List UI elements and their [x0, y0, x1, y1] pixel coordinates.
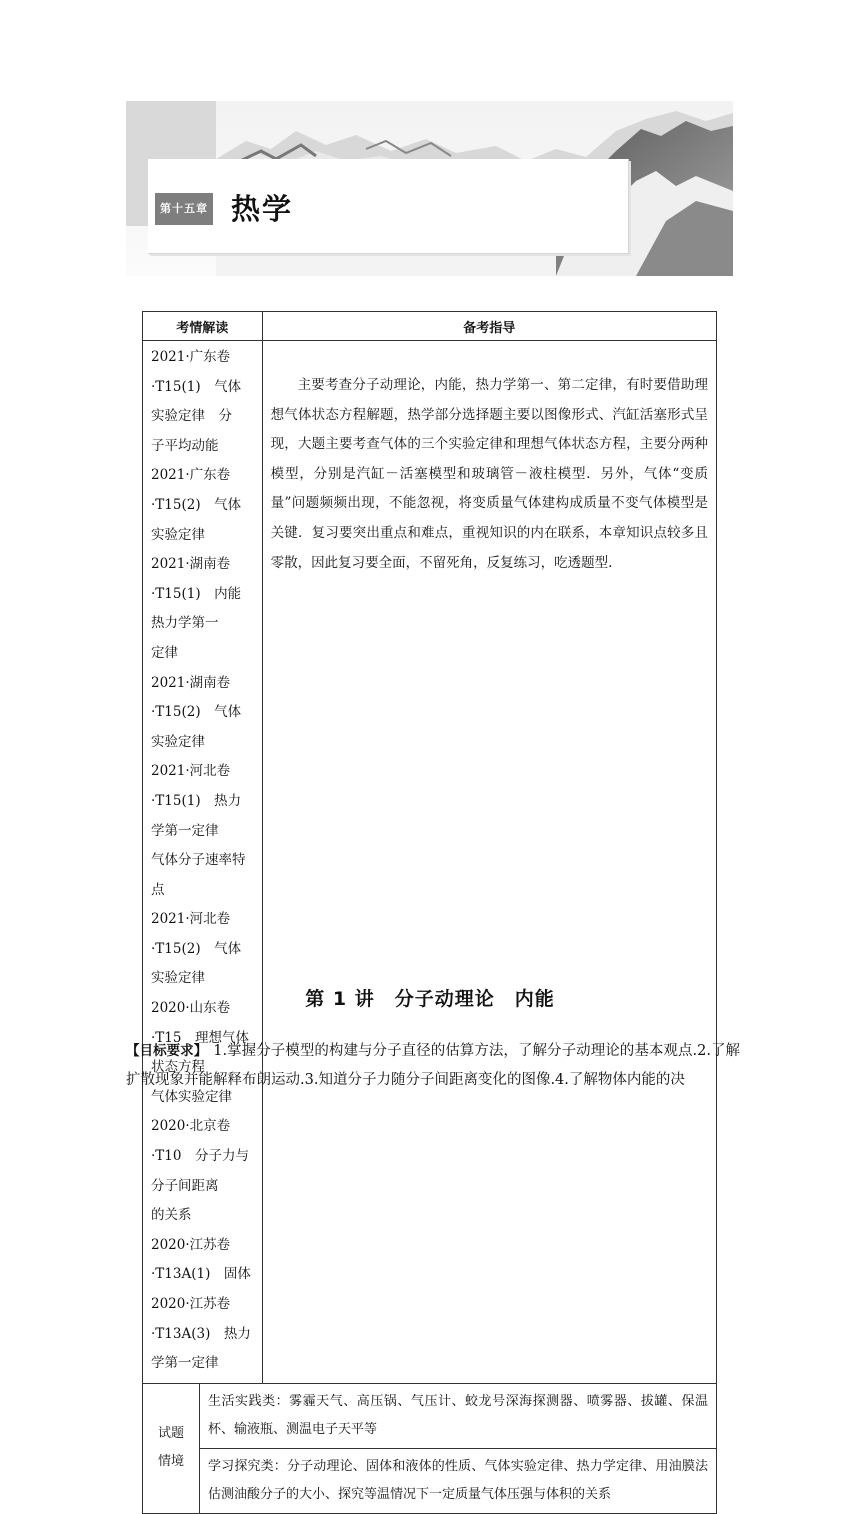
- exam-items-cell: [143, 341, 263, 1384]
- table-content-row: [143, 341, 717, 1384]
- chapter-number-badge: 第十五章: [155, 193, 213, 225]
- exam-item: 2021·河北卷·T15(1) 热力学第一定律: [151, 763, 242, 839]
- exam-item-continued: 定律: [151, 644, 178, 661]
- banner-title-card: [148, 159, 629, 254]
- exam-item: 2020·江苏卷·T13A(1) 固体: [151, 1236, 251, 1283]
- exam-item-continued: 气体分子速率特点: [151, 852, 246, 898]
- table-header-row: [143, 312, 717, 341]
- exam-item: 2021·广东卷·T15(2) 气体实验定律: [151, 467, 242, 543]
- exam-item-continued: 子平均动能: [151, 437, 219, 454]
- header-prep-guidance: 备考指导: [262, 312, 716, 341]
- prep-guidance-cell: 主要考查分子动理论，内能，热力学第一、第二定律，有时要借助理想气体状态方程解题，热学部分选择题主要以图像形式、汽缸活塞形式呈现，大题主要考查气体的三个实验定律和理想气体状态方程，主要分两种模型，分别是汽缸－活塞模型和玻璃管－液柱模型．另外，气体“变质量”问题频频出现，不能忽视，将变质量气体建构成质量不变气体模型是关键．复习要突出重点和难点，重视知识的内在联系，本章知识点较多且零散，因此复习要全面，不留死角，反复练习，吃透题型.: [262, 341, 716, 1384]
- exam-item-continued: 的关系: [151, 1207, 192, 1224]
- situation-row-life: [143, 1383, 717, 1448]
- situation-row-learning: [143, 1448, 717, 1513]
- exam-item: 2021·湖南卷·T15(2) 气体实验定律: [151, 674, 242, 750]
- chapter-banner: [126, 101, 733, 276]
- learning-goals: [126, 1037, 740, 1095]
- exam-item: 2021·河北卷·T15(2) 气体实验定律: [151, 911, 242, 987]
- exam-item: 2020·山东卷·T15 理想气体状态方程: [151, 1000, 249, 1076]
- exam-item: 2020·江苏卷·T13A(3) 热力学第一定律: [151, 1296, 251, 1372]
- life-practice-text: 生活实践类：雾霾天气、高压锅、气压计、蛟龙号深海探测器、喷雾器、拔罐、保温杯、输液瓶、测温电子天平等: [200, 1383, 717, 1448]
- exam-item-continued: 气体实验定律: [151, 1088, 232, 1105]
- chapter-title: 热学: [231, 192, 294, 226]
- exam-analysis-table: [142, 311, 717, 1514]
- exam-item: 2020·北京卷·T10 分子力与分子间距离: [151, 1118, 249, 1194]
- goals-text: 1.掌握分子模型的构建与分子直径的估算方法，了解分子动理论的基本观点.2.了解扩散现象并能解释布朗运动.3.知道分子力随分子间距离变化的图像.4.了解物体内能的决: [126, 1043, 741, 1088]
- exam-item: 2021·广东卷·T15(1) 气体实验定律 分: [151, 349, 242, 425]
- situation-label-line2: 情境: [157, 1454, 184, 1470]
- lecture-title: 第 1 讲 分子动理论 内能: [305, 988, 555, 1010]
- situation-label: [143, 1383, 200, 1513]
- header-exam-analysis: 考情解读: [143, 312, 263, 341]
- exam-item: 2021·湖南卷·T15(1) 内能 热力学第一: [151, 556, 255, 632]
- learning-inquiry-text: 学习探究类：分子动理论、固体和液体的性质、气体实验定律、热力学定律、用油膜法估测油酸分子的大小、探究等温情况下一定质量气体压强与体积的关系: [200, 1448, 717, 1513]
- goals-label: 【目标要求】: [126, 1043, 208, 1059]
- situation-label-line1: 试题: [157, 1426, 184, 1442]
